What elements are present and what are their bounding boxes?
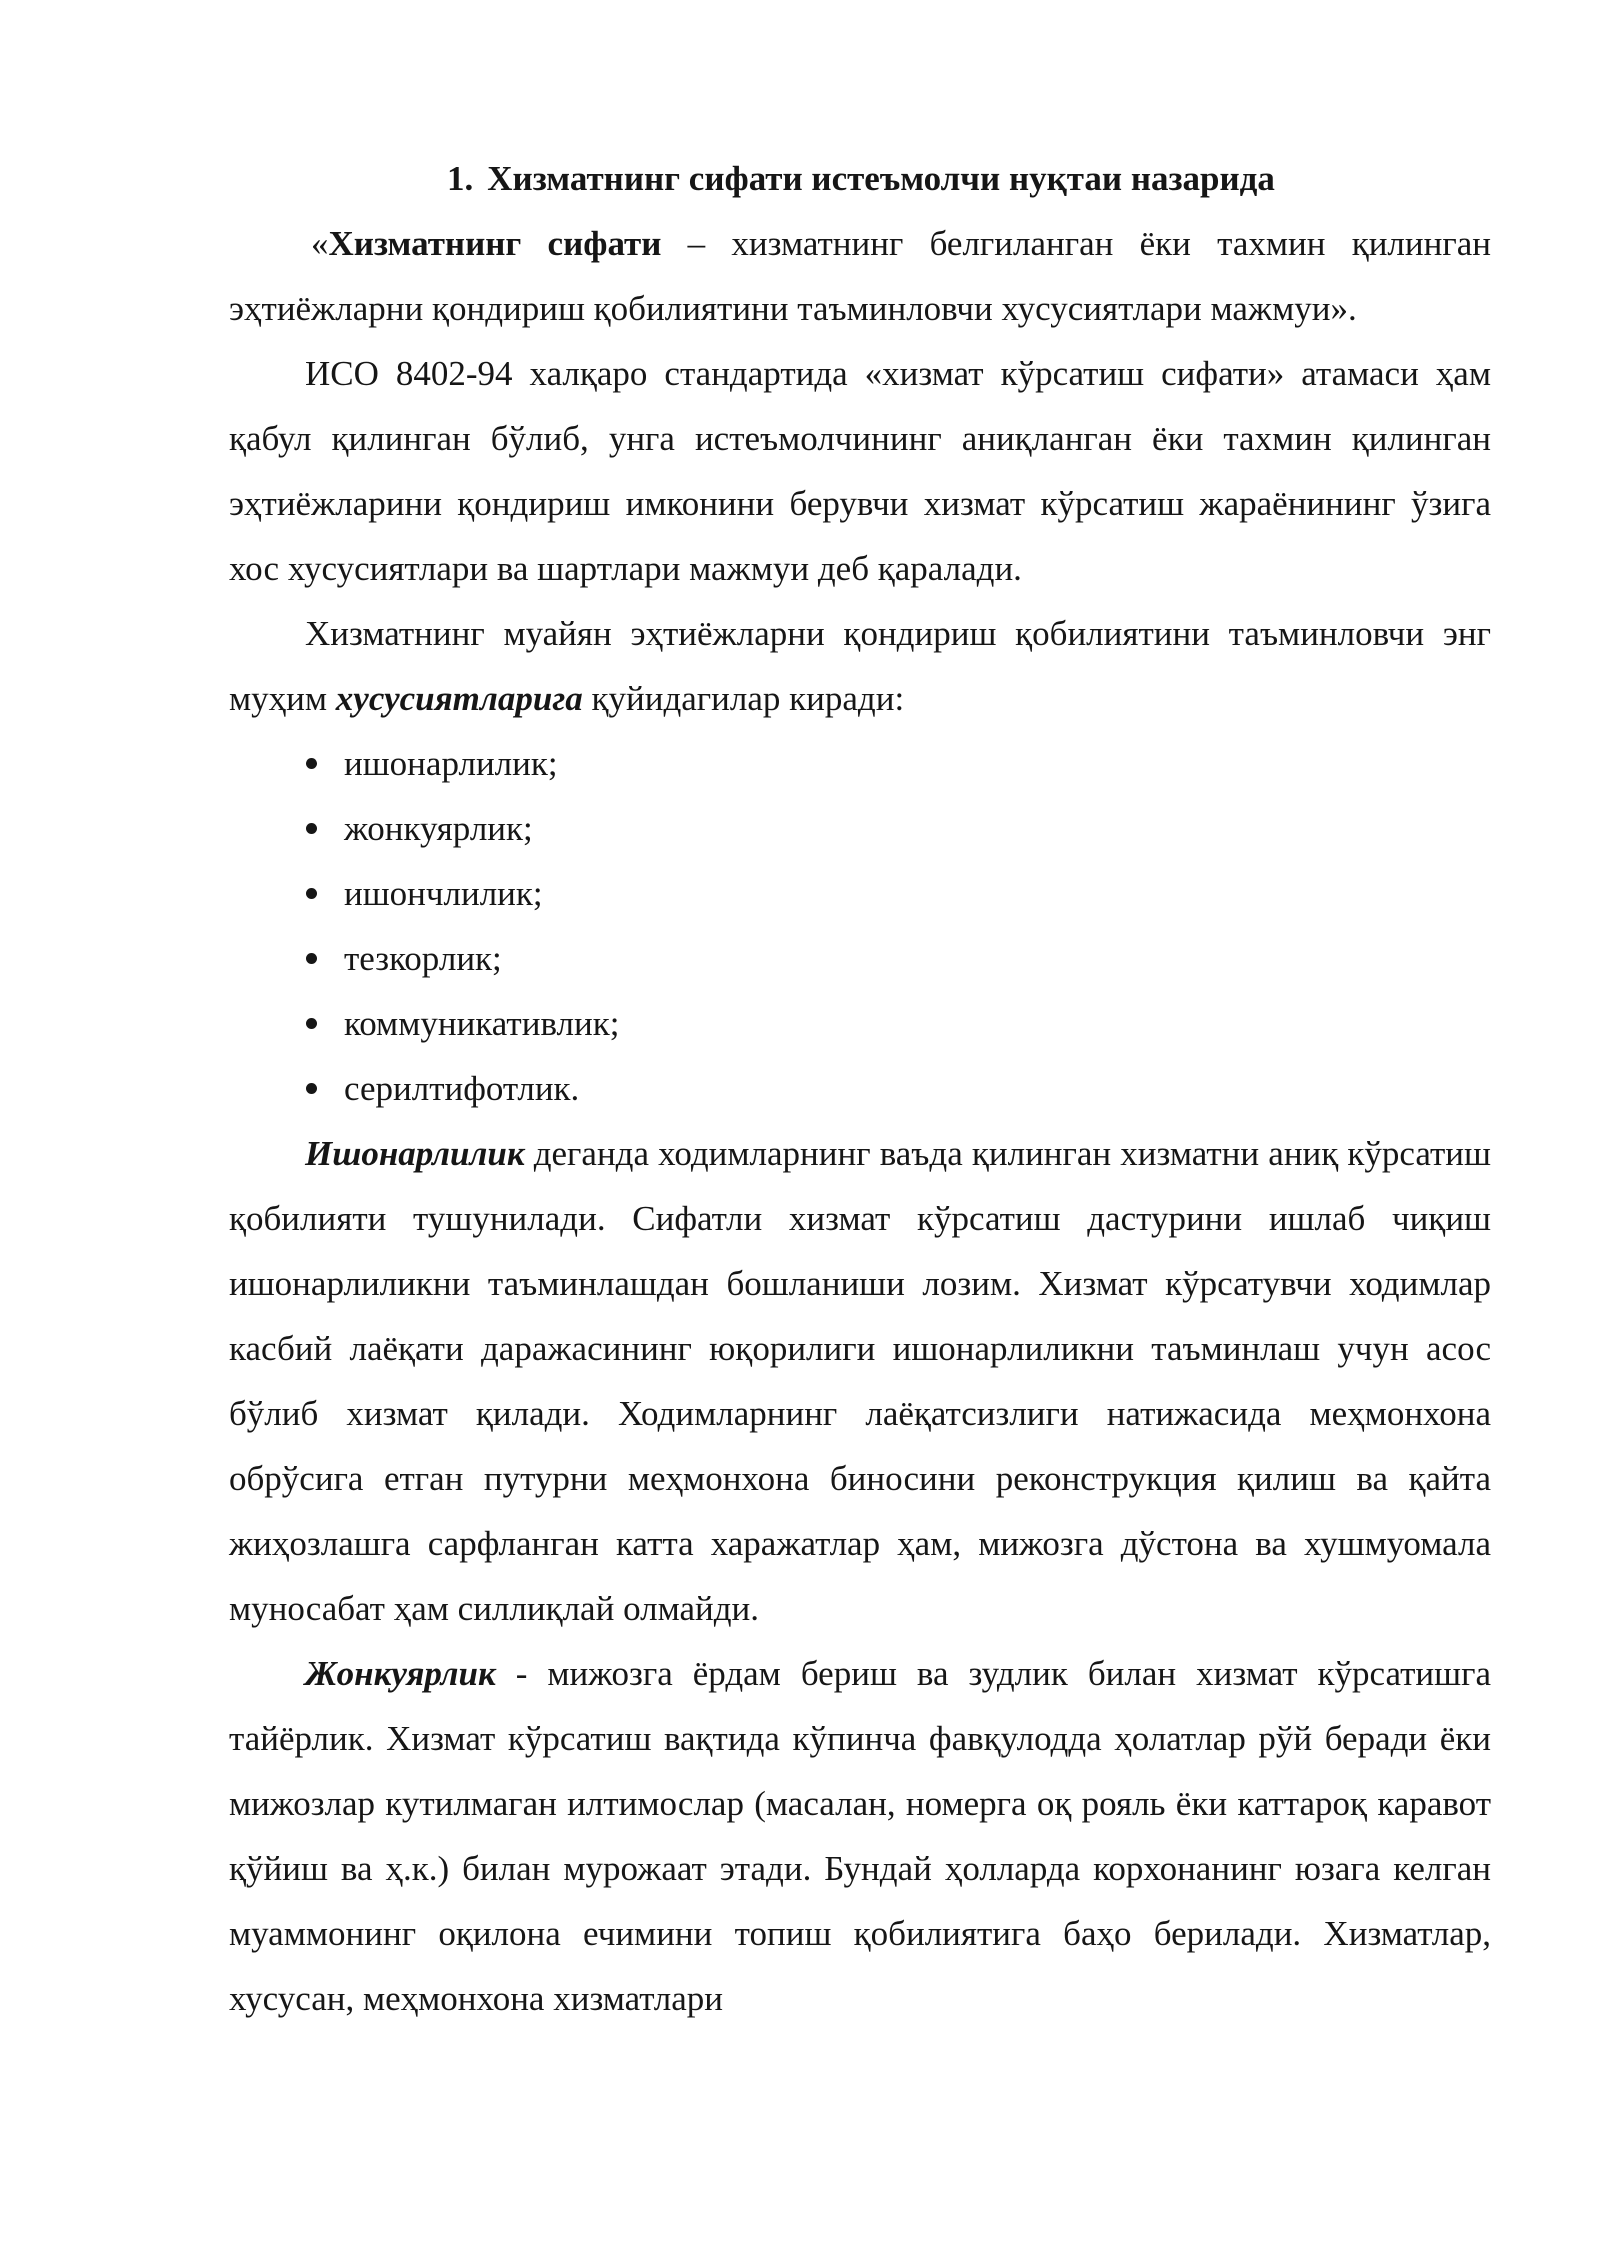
list-item — [229, 1056, 1491, 1121]
iso-paragraph: ИСО 8402-94 халқаро стандартида «хизмат кўрсатиш сифати» атамаси ҳам қабул қилинган бўлиб, унга истеъмолчининг аниқланган ёки тахмин қилинган эҳтиёжларини қондириш имконини берувчи хизмат кўрсатиш жараёнининг ўзига хос хусусиятлари ва шартлари мажмуи деб қаралади. — [229, 354, 1491, 588]
list-item-text: тезкорлик; — [344, 939, 502, 978]
list-item — [229, 731, 1491, 796]
section-title: Хизматнинг сифати истеъмолчи нуқтаи назарида — [487, 159, 1275, 198]
properties-intro-paragraph — [229, 601, 1491, 731]
reliability-term: Ишонарлилик — [305, 1134, 525, 1173]
properties-list — [229, 731, 1491, 1121]
list-item — [229, 861, 1491, 926]
section-number: 1. — [447, 159, 474, 198]
bullet-icon — [306, 953, 317, 964]
reliability-paragraph — [229, 1121, 1491, 1641]
bullet-icon — [306, 1083, 317, 1094]
list-item — [229, 796, 1491, 861]
list-item — [229, 991, 1491, 1056]
list-item-text: ишончлилик; — [344, 874, 543, 913]
zeal-paragraph — [229, 1641, 1491, 2031]
list-item-text: коммуникативлик; — [344, 1004, 620, 1043]
bullet-icon — [306, 758, 317, 769]
bullet-icon — [306, 823, 317, 834]
list-item-text: жонкуярлик; — [344, 809, 533, 848]
properties-intro-emphasis: хусусиятларига — [335, 679, 583, 718]
zeal-text: - мижозга ёрдам бериш ва зудлик билан хизмат кўрсатишга тайёрлик. Хизмат кўрсатиш вақтида кўпинча фавқулодда ҳолатлар рўй беради ёки мижозлар кутилмаган илтимослар (масалан, номерга оқ рояль ёки каттароқ каравот қўйиш ва ҳ.к.) билан мурожаат этади. Бундай ҳолларда корхонанинг юзага келган муаммонинг оқилона ечимини топиш қобилиятига баҳо берилади. Хизматлар, хусусан, меҳмонхона хизматлари — [229, 1654, 1491, 2018]
definition-text: – хизматнинг белгиланган ёки тахмин қилинган эҳтиёжларни қондириш қобилиятини таъминловчи хусусиятлари мажмуи». — [229, 224, 1491, 328]
list-item-text: ишонарлилик; — [344, 744, 558, 783]
definition-paragraph — [229, 211, 1491, 341]
zeal-term: Жонкуярлик — [305, 1654, 496, 1693]
definition-term: Хизматнинг сифати — [328, 224, 662, 263]
bullet-icon — [306, 1018, 317, 1029]
list-item-text: серилтифотлик. — [344, 1069, 580, 1108]
properties-intro-before: Хизматнинг муайян эҳтиёжларни қондириш қобилиятини таъминловчи энг муҳим — [229, 614, 1491, 718]
document-body — [229, 146, 1491, 2031]
section-heading — [229, 146, 1491, 211]
list-item — [229, 926, 1491, 991]
properties-intro-after: қуйидагилар киради: — [582, 679, 905, 718]
definition-open-quote: « — [311, 224, 329, 263]
bullet-icon — [306, 888, 317, 899]
reliability-text: деганда ходимларнинг ваъда қилинган хизматни аниқ кўрсатиш қобилияти тушунилади. Сифатли хизмат кўрсатиш дастурини ишлаб чиқиш ишонарлиликни таъминлашдан бошланиши лозим. Хизмат кўрсатувчи ходимлар касбий лаёқати даражасининг юқорилиги ишонарлиликни таъминлаш учун асос бўлиб хизмат қилади. Ходимларнинг лаёқатсизлиги натижасида меҳмонхона обрўсига етган путурни меҳмонхона биносини реконструкция қилиш ва қайта жиҳозлашга сарфланган катта харажатлар ҳам, мижозга дўстона ва хушмуомала муносабат ҳам силлиқлай олмайди. — [229, 1134, 1491, 1628]
